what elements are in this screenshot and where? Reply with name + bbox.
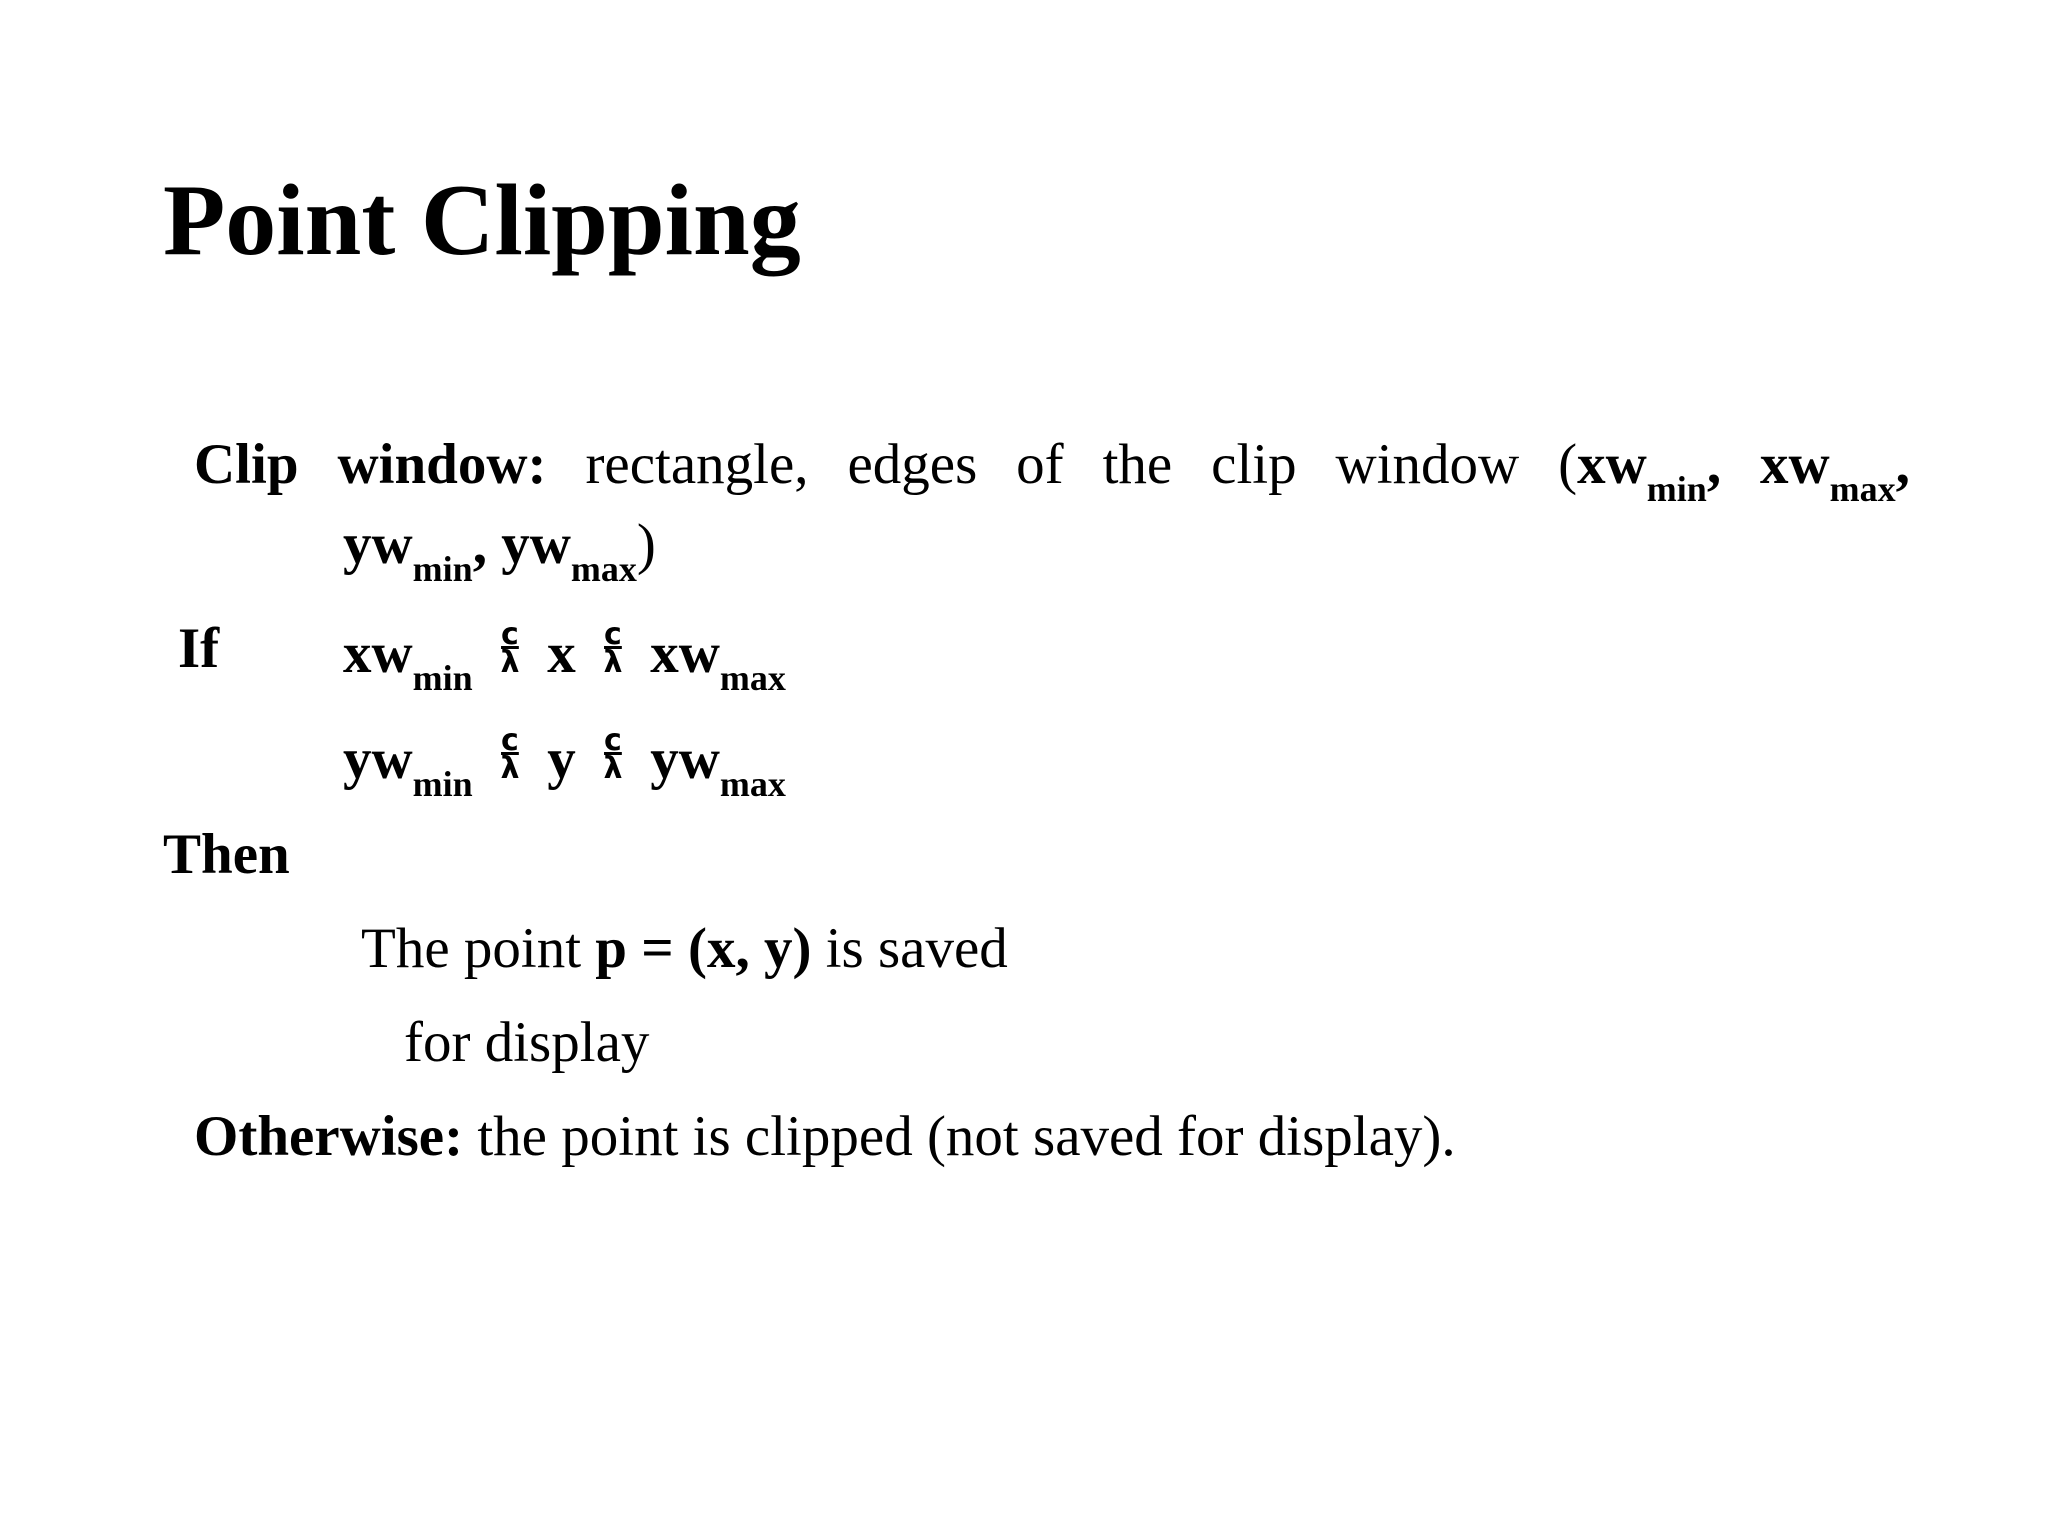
if-label: If	[178, 617, 220, 680]
comma: ,	[1706, 433, 1722, 496]
x-variable: x	[547, 622, 576, 685]
min-subscript: min	[1646, 469, 1707, 509]
clip-window-line-2	[343, 513, 656, 589]
xw-symbol: xw	[343, 622, 413, 685]
xw-symbol: xw	[1577, 433, 1647, 496]
max-subscript: max	[1829, 469, 1896, 509]
max-subscript: max	[570, 549, 637, 589]
comma: ,	[1895, 433, 1910, 496]
xw-symbol: xw	[1759, 433, 1830, 496]
word-the: the	[1102, 433, 1173, 496]
y-condition	[343, 723, 786, 804]
x-condition	[343, 617, 786, 698]
then-text-line-2: for display	[404, 1011, 650, 1074]
point-definition: p = (x, y)	[595, 917, 812, 980]
window-label: window:	[337, 433, 547, 496]
word-window: window	[1335, 433, 1520, 496]
then-label: Then	[163, 823, 290, 886]
relation-glyph: $\frac{c}{\lambda}$	[603, 617, 623, 680]
xw-min-term	[1558, 433, 1722, 509]
clip-label: Clip	[194, 433, 299, 496]
then-prefix: The point	[361, 917, 596, 980]
min-subscript: min	[412, 658, 473, 698]
open-paren: (	[1558, 433, 1578, 496]
word-rectangle: rectangle,	[585, 433, 809, 496]
comma: ,	[472, 513, 487, 576]
otherwise-text: the point is clipped (not saved for display).	[463, 1105, 1456, 1168]
then-text-line-1	[361, 917, 1008, 980]
xw-symbol: xw	[650, 622, 720, 685]
word-edges: edges	[847, 433, 978, 496]
otherwise-label: Otherwise:	[194, 1105, 464, 1168]
relation-glyph: $\frac{c}{\lambda}$	[500, 617, 520, 680]
yw-symbol: yw	[343, 728, 413, 791]
relation-glyph: $\frac{c}{\lambda}$	[500, 723, 520, 786]
close-paren: )	[636, 513, 656, 576]
xw-max-term	[1759, 433, 1910, 509]
word-clip: clip	[1211, 433, 1297, 496]
min-subscript: min	[412, 764, 473, 804]
max-subscript: max	[719, 764, 786, 804]
relation-glyph: $\frac{c}{\lambda}$	[603, 723, 623, 786]
yw-symbol: yw	[501, 513, 571, 576]
then-suffix: is saved	[811, 917, 1008, 980]
y-variable: y	[547, 728, 576, 791]
yw-symbol: yw	[343, 513, 413, 576]
clip-window-line-1	[194, 433, 1910, 509]
otherwise-line	[194, 1105, 1456, 1168]
slide-title: Point Clipping	[163, 164, 801, 277]
min-subscript: min	[412, 549, 473, 589]
max-subscript: max	[719, 658, 786, 698]
word-of: of	[1016, 433, 1064, 496]
yw-symbol: yw	[650, 728, 720, 791]
